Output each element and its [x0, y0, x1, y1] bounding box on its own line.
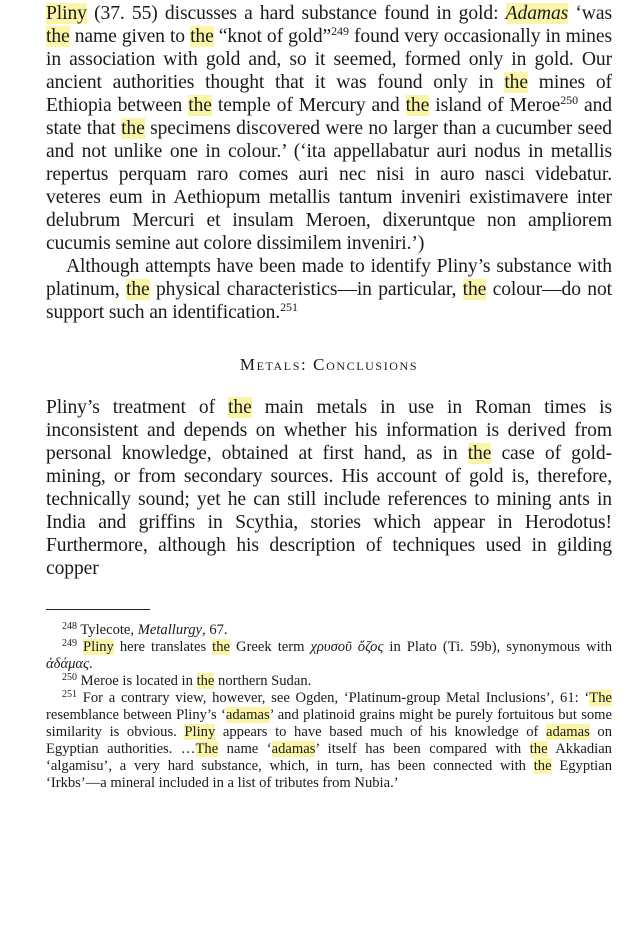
text-run: χρυσοῦ ὄζος [310, 639, 384, 655]
footnote-ref: 250 [62, 672, 77, 683]
body-paragraph-conclusions [46, 396, 612, 580]
text-run: island of Meroe [429, 95, 561, 116]
section-heading [46, 354, 612, 376]
body-paragraph-platinum [46, 255, 612, 324]
text-run: name ‘ [218, 741, 272, 757]
footnote-ref: 250 [560, 93, 578, 107]
highlighted-text: the [228, 397, 252, 418]
footnotes [46, 622, 612, 792]
highlighted-text: adamas [271, 741, 316, 757]
text-run: . [89, 656, 93, 672]
highlighted-text: the [196, 673, 215, 689]
text-run: mines of Ethiopia between [46, 72, 612, 116]
footnote-251 [46, 690, 612, 792]
text-run: here translates [113, 639, 213, 655]
text-run: ’ and platinoid grains might be purely fortuitous but some similarity is obvious. [46, 707, 613, 740]
text-run: Metallurgy [137, 622, 203, 638]
text-run: northern Sudan. [214, 673, 312, 689]
highlighted-text: the [212, 639, 230, 655]
text-run: specimens discovered were no larger than a cucumber seed and not unlike one in colour.’ (‘ita appellabatur auri nodus in metallis repertus perquam raro comes auri nec nisi in auro nasci videbatur. veteres eum in Aethiopum metallis tantum inveniri existimavere inter delubrum Mercuri et insulam Meroen, dixeruntque non ampliorem cucumis semine aut colore dissimilem inveniri.’) [46, 118, 612, 254]
footnote-divider [46, 609, 150, 610]
text-run: resemblance between Pliny’s ‘ [46, 707, 226, 723]
text-run: For a contrary view, however, see Ogden, ‘Platinum-group Metal Inclusions’, 61: ‘ [77, 690, 590, 706]
text-run: case of gold-mining, or from secondary sources. His account of gold is, therefore, technically sound; yet he can still include references to mining ants in India and griffins in Scythia, stories which appear in Herodotus! Furthermore, although his description of techniques used in gilding copper [46, 443, 612, 579]
text-run: appears to have based much of his knowledge of [215, 724, 547, 740]
highlighted-text: the [188, 95, 212, 116]
text-run: ’ itself has been compared with [315, 741, 530, 757]
text-run: Although attempts have been made to identify Pliny’s substance with platinum, [46, 256, 612, 300]
footnote-ref: 249 [331, 24, 349, 38]
highlighted-text: the [533, 758, 552, 774]
footnote-248 [46, 622, 612, 639]
text-run: Greek term [230, 639, 311, 655]
text-run: Egyptian ‘Irkbs’—a mineral included in a list of tributes from Nubia.’ [46, 758, 613, 791]
highlighted-text: The [195, 741, 219, 757]
highlighted-text: the [46, 26, 70, 47]
highlighted-text: Pliny [83, 639, 114, 655]
highlighted-text: Pliny [184, 724, 216, 740]
highlighted-text: the [529, 741, 548, 757]
footnote-ref: 248 [62, 621, 77, 632]
highlighted-text: Pliny [46, 3, 87, 24]
text-run: temple of Mercury and [211, 95, 406, 116]
text-run: Tylecote, [77, 622, 138, 638]
text-run: colour—do not support such an identification. [46, 279, 613, 323]
text-run: “knot of gold” [213, 26, 332, 47]
highlighted-text: adamas [546, 724, 590, 740]
footnote-ref: 251 [62, 689, 77, 700]
text-run: Meroe is located in [77, 673, 197, 689]
highlighted-text: the [467, 443, 492, 464]
highlighted-text: the [190, 26, 214, 47]
section-heading-text: Metals: Conclusions [239, 355, 419, 374]
text-run: physical characteristics—in particular, [149, 279, 463, 300]
text-run: and state that [46, 95, 612, 139]
highlighted-text: the [405, 95, 430, 116]
text-run: main metals in use in Roman times is inconsistent and depends on whether his information is derived from personal knowledge, obtained at first hand, as in [46, 397, 612, 464]
text-run: ‘was [568, 3, 612, 24]
footnote-ref: 251 [280, 300, 298, 314]
highlighted-text: the [126, 279, 150, 300]
highlighted-text: the [504, 72, 528, 93]
text-run: , 67. [202, 622, 228, 638]
highlighted-text: Adamas [505, 3, 569, 24]
text-run: in Plato (Ti. 59b), synonymous with [383, 639, 612, 655]
text-run: name given to [69, 26, 191, 47]
footnote-249 [46, 639, 612, 673]
highlighted-text: adamas [225, 707, 270, 723]
highlighted-text: The [589, 690, 612, 706]
body-paragraph-adamas [46, 0, 612, 255]
text-run: Akkadian ‘algamisu’, a very hard substance, which, in turn, has been connected with [46, 741, 612, 774]
text-run: found very occasionally in mines in association with gold and, so it seemed, formed only in gold. Our ancient authorities thought that it was found only in [46, 26, 612, 93]
highlighted-text: the [462, 279, 487, 300]
text-run: (37. 55) discusses a hard substance found in gold: [86, 3, 506, 24]
footnote-ref: 249 [62, 638, 77, 649]
text-run: ἀδάμας [46, 656, 90, 672]
footnote-250 [46, 673, 612, 690]
highlighted-text: the [121, 118, 145, 139]
text-run: on Egyptian authorities. … [46, 724, 613, 757]
text-run: Pliny’s treatment of [46, 397, 229, 418]
